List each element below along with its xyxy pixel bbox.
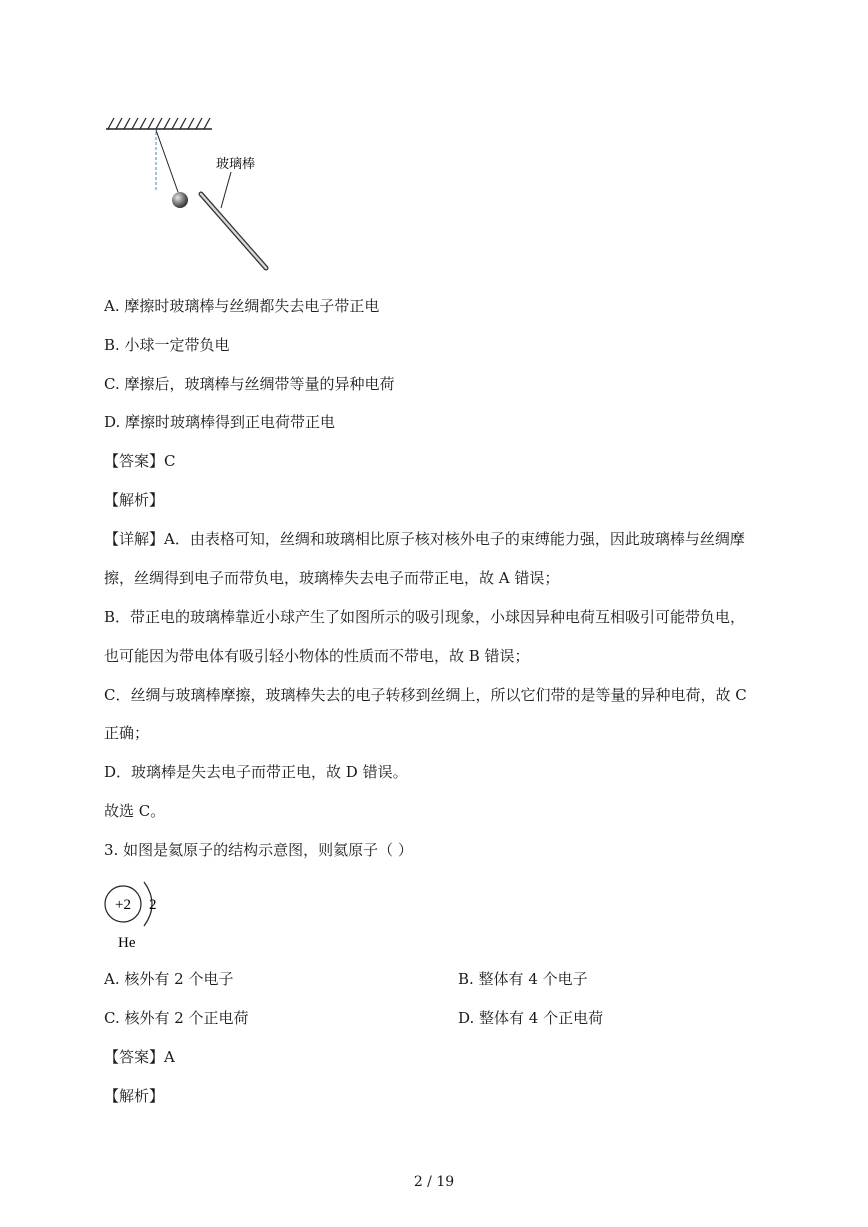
helium-atom-diagram: [100, 875, 180, 955]
explanation-line: C．丝绸与玻璃棒摩擦，玻璃棒失去的电子转移到丝绸上，所以它们带的是等量的异种电荷，故 C: [104, 686, 747, 704]
option-b: B. 小球一定带负电: [104, 336, 230, 354]
ceiling-hatch: [108, 118, 210, 129]
q3-analysis-heading: 【解析】: [104, 1087, 165, 1105]
explanation-line: D．玻璃棒是失去电子而带正电，故 D 错误。: [104, 763, 408, 781]
rod-label: 玻璃棒: [216, 157, 256, 172]
glass-rod: [201, 194, 266, 268]
q3-answer-label: 【答案】A: [104, 1048, 175, 1066]
option-a: A. 摩擦时玻璃棒与丝绸都失去电子带正电: [104, 297, 380, 315]
glass-rod-ball-figure: [100, 110, 280, 280]
q3-option-c: C. 核外有 2 个正电荷: [104, 1009, 249, 1027]
explanation-line: 也可能因为带电体有吸引轻小物体的性质而不带电，故 B 错误；: [104, 647, 530, 665]
q3-option-a: A. 核外有 2 个电子: [104, 970, 234, 988]
option-c: C. 摩擦后，玻璃棒与丝绸带等量的异种电荷: [104, 375, 395, 393]
q3-option-b: B. 整体有 4 个电子: [458, 970, 588, 988]
element-symbol: He: [118, 935, 136, 951]
rod-label-leader: [221, 172, 231, 208]
shell-electron-count: 2: [149, 897, 157, 913]
question-3-stem: 3. 如图是氦原子的结构示意图，则氦原子（ ）: [104, 841, 413, 859]
explanation-line: 正确；: [104, 724, 150, 742]
nucleus-charge: +2: [115, 897, 131, 913]
explanation-line: 故选 C。: [104, 802, 166, 820]
explanation-line: B．带正电的玻璃棒靠近小球产生了如图所示的吸引现象，小球因异种电荷互相吸引可能带负电，: [104, 608, 746, 626]
thread: [156, 130, 178, 192]
analysis-heading: 【解析】: [104, 491, 165, 509]
page-number: 2 / 19: [413, 1174, 455, 1190]
answer-label: 【答案】C: [104, 452, 176, 470]
option-d: D. 摩擦时玻璃棒得到正电荷带正电: [104, 413, 336, 431]
q3-option-d: D. 整体有 4 个正电荷: [458, 1009, 604, 1027]
charged-ball: [172, 192, 188, 208]
explanation-line: 【详解】A．由表格可知，丝绸和玻璃相比原子核对核外电子的束缚能力强，因此玻璃棒与丝绸摩: [104, 530, 745, 548]
explanation-line: 擦，丝绸得到电子而带负电，玻璃棒失去电子而带正电，故 A 错误；: [104, 569, 560, 587]
